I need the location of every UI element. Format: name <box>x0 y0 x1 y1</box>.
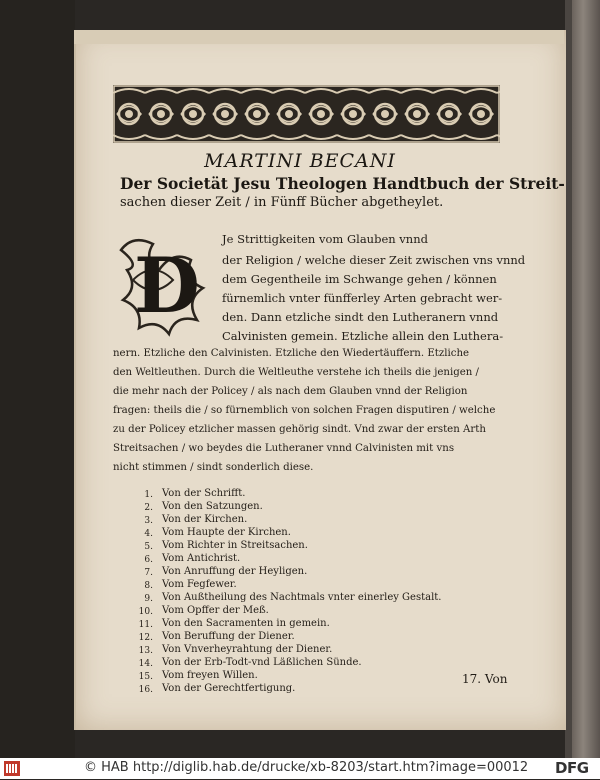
toc-number: 13. <box>138 646 153 656</box>
body-line: den Weltleuthen. Durch die Weltleuthe verstehe ich theils die jenigen / <box>113 367 479 378</box>
body-line: dem Gegentheile im Schwange gehen / können <box>222 272 497 286</box>
next-page-edge <box>572 0 600 758</box>
scan-background-left <box>0 0 75 758</box>
toc-number: 3. <box>144 516 153 526</box>
toc-item: Von der Gerechtfertigung. <box>162 683 296 694</box>
ornament-band-icon <box>113 85 500 143</box>
toc-item: Vom freyen Willen. <box>162 670 258 681</box>
body-line: Je Strittigkeiten vom Glauben vnnd <box>222 232 428 246</box>
toc-number: 11. <box>138 620 153 630</box>
toc-number: 5. <box>144 542 153 552</box>
toc-item: Vom Fegfewer. <box>162 579 237 590</box>
toc-item: Von Beruffung der Diener. <box>162 631 295 642</box>
toc-item: Vom Richter in Streitsachen. <box>162 540 308 551</box>
author-heading: MARTINI BECANI <box>204 150 396 172</box>
body-line: Streitsachen / wo beydes die Lutheraner vnnd Calvinisten mit vns <box>113 443 455 454</box>
decorated-initial <box>113 230 221 342</box>
toc-item: Von der Kirchen. <box>162 514 248 525</box>
toc-number: 15. <box>138 672 153 682</box>
title-line-1: Der Societät Jesu Theologen Handtbuch der Streit- <box>120 174 565 193</box>
toc-item: Von den Satzungen. <box>162 501 263 512</box>
toc-number: 4. <box>144 529 153 539</box>
toc-number: 6. <box>144 555 153 565</box>
body-line: den. Dann etzliche sindt den Lutheranern vnnd <box>222 310 499 324</box>
toc-number: 10. <box>138 607 153 617</box>
body-line: die mehr nach der Policey / als nach dem Glauben vnnd der Religion <box>113 386 468 397</box>
body-line: fürnemlich vnter fünfferley Arten gebracht wer- <box>222 291 503 305</box>
toc-item: Von Vnverheyrahtung der Diener. <box>162 644 333 655</box>
title-line-2: sachen dieser Zeit / in Fünff Bücher abgetheylet. <box>120 195 444 210</box>
toc-number: 9. <box>144 594 153 604</box>
body-line: Calvinisten gemein. Etzliche allein den Luthera- <box>222 329 504 343</box>
toc-item: Vom Opffer der Meß. <box>162 605 269 616</box>
toc-item: Von Anruffung der Heyligen. <box>162 566 308 577</box>
body-line: zu der Policey etzlicher massen gehörig sindt. Vnd zwar der ersten Arth <box>113 424 486 435</box>
toc-number: 2. <box>144 503 153 513</box>
hab-logo-icon[interactable] <box>4 761 20 776</box>
body-line: der Religion / welche dieser Zeit zwischen vns vnnd <box>222 253 526 267</box>
toc-number: 1. <box>144 490 153 500</box>
body-line: nern. Etzliche den Calvinisten. Etzliche den Wiedertäuffern. Etzliche <box>113 348 470 359</box>
toc-number: 7. <box>144 568 153 578</box>
toc-item: Vom Haupte der Kirchen. <box>162 527 291 538</box>
footer-bar <box>0 758 600 779</box>
dropcap-letter: D <box>134 241 200 330</box>
toc-item: Von den Sacramenten in gemein. <box>162 618 330 629</box>
toc-item: Vom Antichrist. <box>162 553 241 564</box>
toc-item: Von Außtheilung des Nachtmals vnter einerley Gestalt. <box>162 592 442 603</box>
toc-item: Von der Schrifft. <box>162 488 246 499</box>
toc-number: 12. <box>138 633 153 643</box>
toc-number: 8. <box>144 581 153 591</box>
dfg-logo: DFG <box>555 759 589 777</box>
toc-item: Von der Erb-Todt-vnd Läßlichen Sünde. <box>162 657 362 668</box>
body-line: nicht stimmen / sindt sonderlich diese. <box>113 462 314 473</box>
page-top-edge <box>74 30 564 44</box>
catchword: 17. Von <box>462 672 508 686</box>
toc-number: 14. <box>138 659 153 669</box>
footer-credit-link[interactable]: © HAB http://diglib.hab.de/drucke/xb-8203/start.htm?image=00012 <box>84 760 529 775</box>
toc-number: 16. <box>138 685 153 695</box>
body-line: fragen: theils die / so fürnemblich von solchen Fragen disputiren / welche <box>113 405 496 416</box>
